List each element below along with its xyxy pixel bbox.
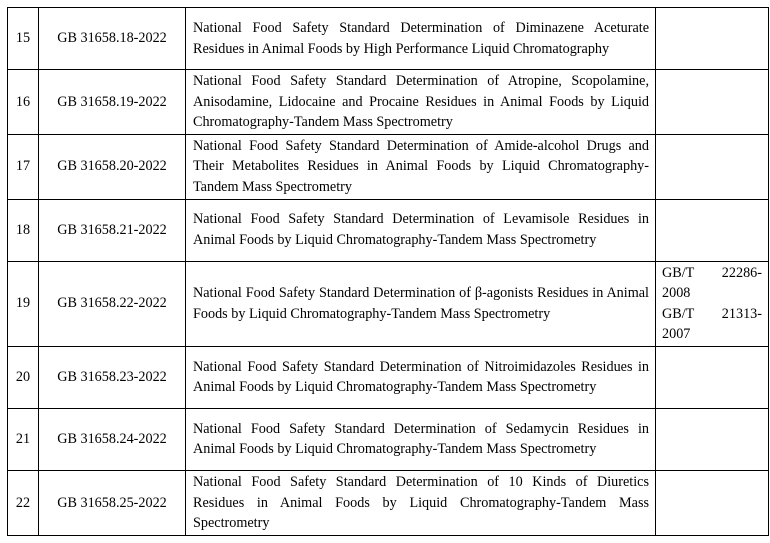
table-row (8, 470, 769, 535)
standard-title-cell: National Food Safety Standard Determination of β-agonists Residues in Animal Foods by Liquid Chromatography-Tandem Mass Spectrometry (186, 261, 656, 346)
standard-code-cell: GB 31658.21-2022 (39, 199, 186, 261)
serial-number-cell: 18 (8, 199, 39, 261)
serial-number-cell: 15 (8, 8, 39, 70)
standard-code-cell: GB 31658.22-2022 (39, 261, 186, 346)
serial-number-cell: 19 (8, 261, 39, 346)
serial-number-cell: 20 (8, 346, 39, 408)
table-row (8, 261, 769, 346)
standards-table-container (7, 7, 765, 536)
standard-title-cell: National Food Safety Standard Determination of Sedamycin Residues in Animal Foods by Liquid Chromatography-Tandem Mass Spectrometry (186, 408, 656, 470)
replaced-standard-cell (656, 261, 769, 346)
serial-number-cell: 21 (8, 408, 39, 470)
standard-code-cell: GB 31658.23-2022 (39, 346, 186, 408)
standard-title-cell: National Food Safety Standard Determination of Levamisole Residues in Animal Foods by Liquid Chromatography-Tandem Mass Spectrometry (186, 199, 656, 261)
table-row (8, 346, 769, 408)
replaced-standard-cell (656, 70, 769, 135)
replaced-standard-code: GB/T 21313-2007 (662, 305, 762, 343)
replaced-standard-cell (656, 408, 769, 470)
serial-number-cell: 22 (8, 470, 39, 535)
replaced-standard-code: GB/T 22286-2008 (662, 264, 762, 302)
replaced-standard-cell (656, 8, 769, 70)
table-row (8, 134, 769, 199)
standard-code-cell: GB 31658.24-2022 (39, 408, 186, 470)
replaced-standard-cell (656, 346, 769, 408)
standards-table (7, 7, 769, 536)
standard-code-cell: GB 31658.20-2022 (39, 134, 186, 199)
standard-title-cell: National Food Safety Standard Determination of 10 Kinds of Diuretics Residues in Animal Foods by Liquid Chromatography-Tandem Mass Spectrometry (186, 470, 656, 535)
standard-title-cell: National Food Safety Standard Determination of Atropine, Scopolamine, Anisodamine, Lidocaine and Procaine Residues in Animal Foods by Liquid Chromatography-Tandem Mass Spectrometry (186, 70, 656, 135)
replaced-standard-cell (656, 470, 769, 535)
standard-title-cell: National Food Safety Standard Determination of Diminazene Aceturate Residues in Animal Foods by High Performance Liquid Chromatography (186, 8, 656, 70)
standard-title-cell: National Food Safety Standard Determination of Amide-alcohol Drugs and Their Metabolites Residues in Animal Foods by Liquid Chromatography-Tandem Mass Spectrometry (186, 134, 656, 199)
standard-code-cell: GB 31658.25-2022 (39, 470, 186, 535)
table-row (8, 199, 769, 261)
standards-table-body (8, 8, 769, 536)
standard-title-cell: National Food Safety Standard Determination of Nitroimidazoles Residues in Animal Foods by Liquid Chromatography-Tandem Mass Spectrometry (186, 346, 656, 408)
table-row (8, 70, 769, 135)
serial-number-cell: 16 (8, 70, 39, 135)
standard-code-cell: GB 31658.18-2022 (39, 8, 186, 70)
standard-code-cell: GB 31658.19-2022 (39, 70, 186, 135)
table-row (8, 8, 769, 70)
replaced-standard-cell (656, 134, 769, 199)
serial-number-cell: 17 (8, 134, 39, 199)
replaced-standard-cell (656, 199, 769, 261)
table-row (8, 408, 769, 470)
